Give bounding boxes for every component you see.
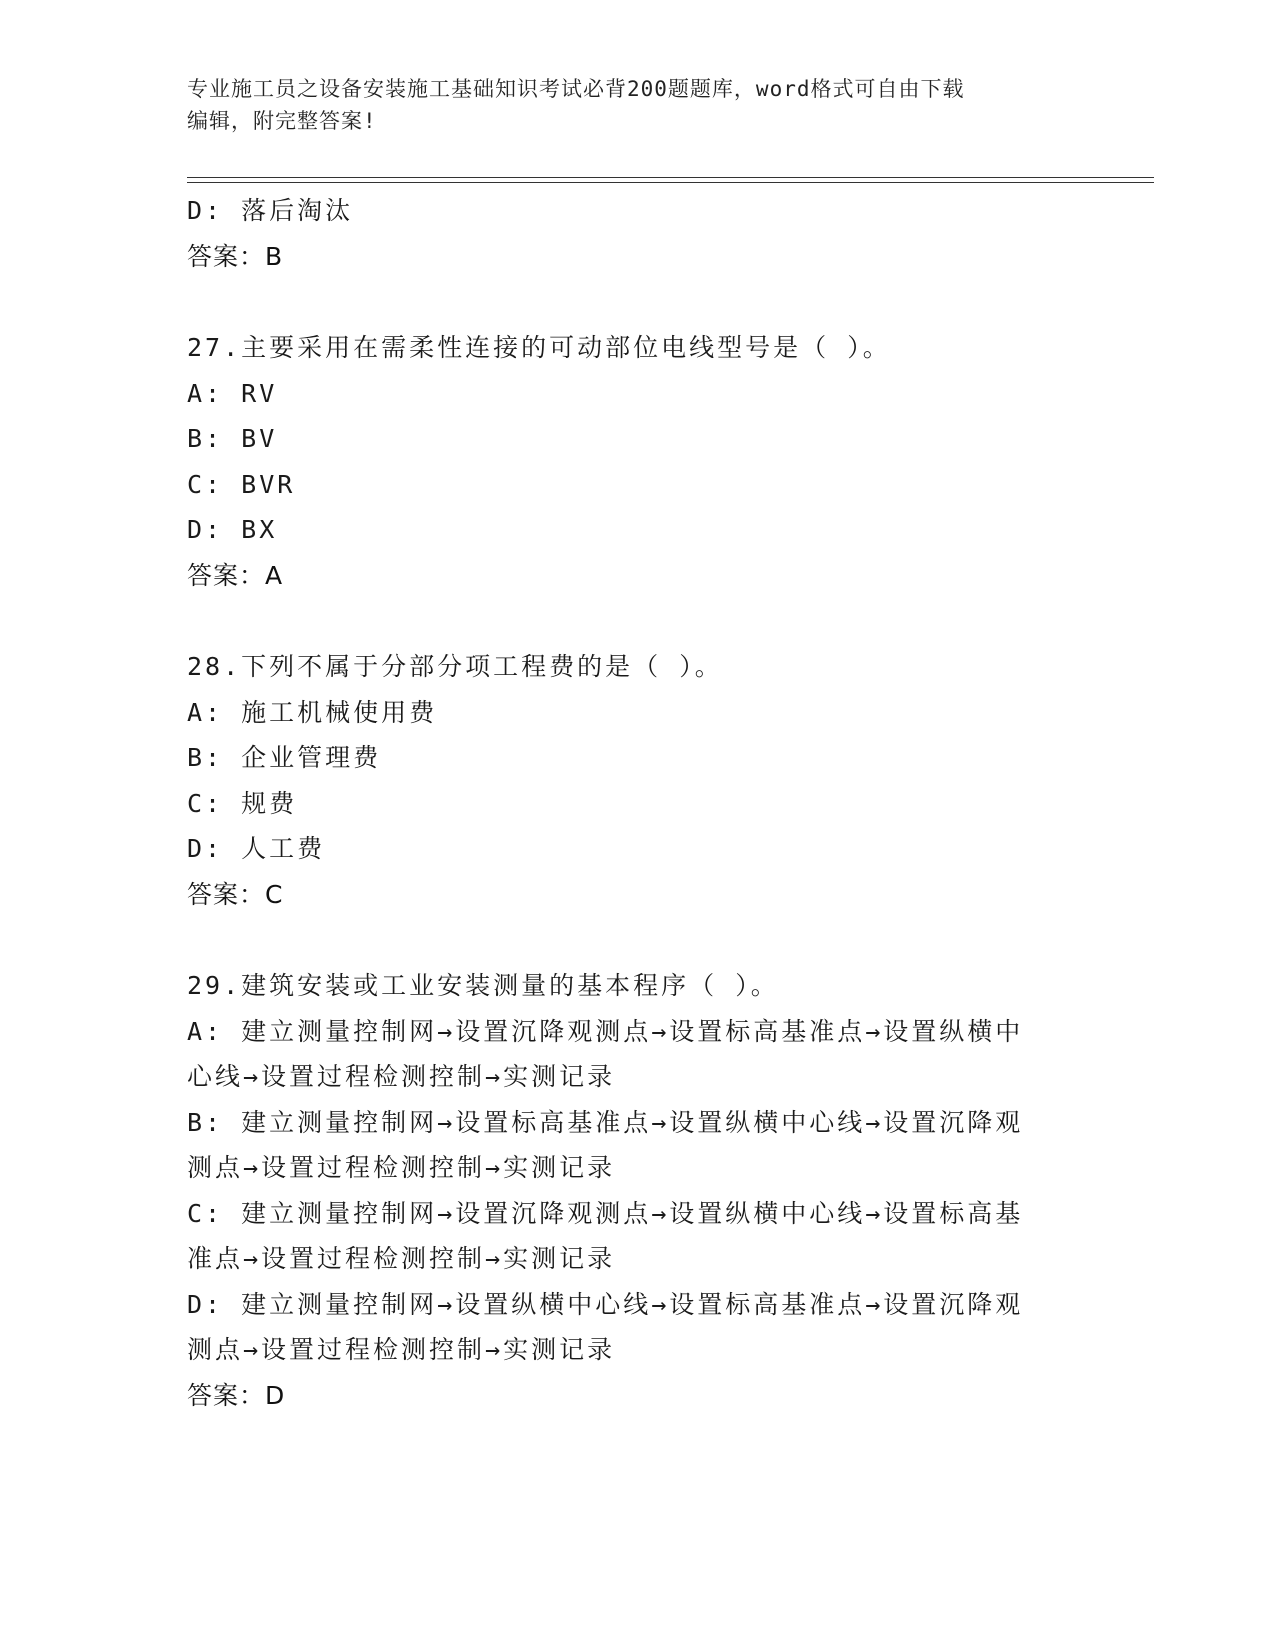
option-b: B: BV (187, 424, 278, 453)
document-body (187, 188, 1087, 1418)
spacer (187, 598, 1087, 644)
option-c-line-1: C: 建立测量控制网→设置沉降观测点→设置纵横中心线→设置标高基 (187, 1198, 1024, 1228)
document-header (187, 73, 1067, 137)
option-c: C: BVR (187, 469, 296, 499)
option-a-line-2: 心线→设置过程检测控制→实测记录 (187, 1062, 616, 1091)
carryover-question (187, 188, 1087, 279)
header-divider-bottom (187, 182, 1154, 183)
option-d: D: 人工费 (187, 834, 326, 863)
option-d: D: BX (187, 515, 278, 544)
option-c-line-2: 准点→设置过程检测控制→实测记录 (187, 1244, 616, 1273)
header-divider-top (187, 177, 1154, 178)
question-28 (187, 644, 1087, 917)
question-29 (187, 963, 1087, 1418)
option-a: A: 施工机械使用费 (187, 697, 438, 727)
option-b: B: 企业管理费 (187, 743, 382, 772)
option-c: C: 规费 (187, 788, 298, 818)
question-stem: 27.主要采用在需柔性连接的可动部位电线型号是（ ）。 (187, 333, 891, 362)
spacer (187, 917, 1087, 963)
option-d-line-1: D: 建立测量控制网→设置纵横中心线→设置标高基准点→设置沉降观 (187, 1289, 1024, 1319)
answer-line: 答案：A (187, 560, 284, 590)
option-d-line-2: 测点→设置过程检测控制→实测记录 (187, 1335, 616, 1364)
header-line-2: 编辑，附完整答案! (187, 109, 377, 133)
question-stem: 28.下列不属于分部分项工程费的是（ ）。 (187, 652, 723, 681)
question-stem: 29.建筑安装或工业安装测量的基本程序（ ）。 (187, 971, 779, 1000)
question-27 (187, 325, 1087, 598)
option-b-line-2: 测点→设置过程检测控制→实测记录 (187, 1153, 616, 1182)
option-a-line-1: A: 建立测量控制网→设置沉降观测点→设置标高基准点→设置纵横中 (187, 1016, 1024, 1046)
answer-line: 答案：C (187, 879, 284, 909)
answer-line: 答案：B (187, 241, 284, 271)
option-a: A: RV (187, 378, 278, 408)
header-line-1: 专业施工员之设备安装施工基础知识考试必背200题题库，word格式可自由下载 (187, 77, 965, 101)
answer-line: 答案：D (187, 1380, 286, 1410)
option-d: D: 落后淘汰 (187, 196, 354, 225)
option-b-line-1: B: 建立测量控制网→设置标高基准点→设置纵横中心线→设置沉降观 (187, 1107, 1024, 1137)
spacer (187, 279, 1087, 325)
